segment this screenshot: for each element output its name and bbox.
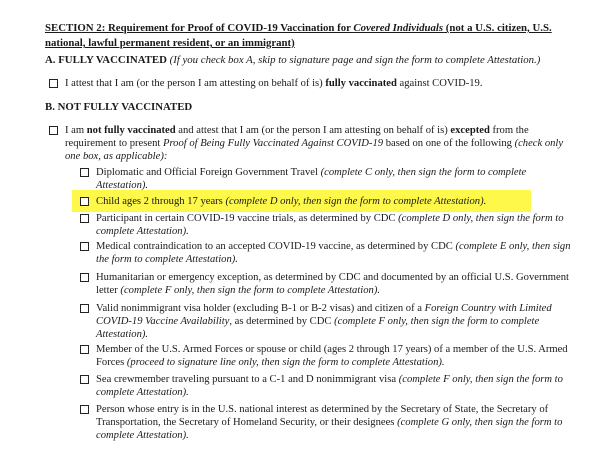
intro-bold-1: not fully vaccinated (86, 125, 176, 136)
not-vaccinated-checkbox[interactable] (49, 126, 58, 135)
fully-vaccinated-checkbox[interactable] (49, 79, 58, 88)
option-text: Child ages 2 through 17 years (96, 196, 226, 207)
option-diplomatic-text (96, 166, 578, 192)
heading-emphasis: Covered Individuals (353, 22, 444, 34)
heading-suffix: (not a U.S. citizen, U.S. national, lawful permanent resident, or an immigrant) (45, 22, 552, 49)
not-vaccinated-option (49, 124, 579, 164)
option-vaccine-trial-text (96, 212, 578, 238)
intro-bold-2: excepted (450, 125, 490, 136)
intro-4: based on one of the following (383, 138, 515, 149)
option-text: Diplomatic and Official Foreign Government Travel (96, 167, 321, 178)
option-text: Member of the U.S. Armed Forces or spouse or child (ages 2 through 17 years) of a member of the U.S. Armed Forces (96, 344, 568, 368)
option-national-interest-text (96, 403, 578, 442)
option-note: (complete E only, then sign the form to complete Attestation). (96, 241, 571, 265)
option-child-text (96, 195, 578, 208)
option-national-interest-checkbox[interactable] (80, 405, 89, 414)
option-text: Sea crewmember traveling pursuant to a C-1 and D nonimmigrant visa (96, 374, 399, 385)
section-a-title (45, 54, 540, 67)
option-text-pre: Valid nonimmigrant visa holder (excluding B-1 or B-2 visas) and citizen of a (96, 303, 425, 314)
option-note: (complete F only, then sign the form to complete Attestation). (96, 316, 540, 340)
option-child-checkbox[interactable] (80, 197, 89, 206)
option-note: (complete C only, then sign the form to complete Attestation). (96, 167, 527, 191)
option-sea-crew-text (96, 373, 578, 399)
option-visa-holder-text (96, 302, 578, 341)
option-text: Humanitarian or emergency exception, as determined by CDC and documented by an official U.S. Government letter (96, 272, 569, 296)
option-note: (complete F only, then sign the form to complete Attestation). (96, 374, 563, 398)
section-a-label: A. FULLY VACCINATED (45, 54, 170, 66)
option-text-italic: Foreign Country with Limited COVID-19 Vaccine Availability (96, 303, 552, 327)
section-a-note: (If you check box A, skip to signature page and sign the form to complete Attestation.) (169, 54, 541, 66)
option-visa-holder-checkbox[interactable] (80, 304, 89, 313)
not-vaccinated-text (65, 124, 579, 163)
attest-a-bold: fully vaccinated (325, 78, 397, 89)
attest-a-pre: I attest that I am (or the person I am attesting on behalf of is) (65, 78, 326, 89)
option-text: Medical contraindication to an accepted COVID-19 vaccine, as determined by CDC (96, 241, 456, 252)
option-medical-checkbox[interactable] (80, 242, 89, 251)
option-note: (complete G only, then sign the form to complete Attestation). (96, 417, 563, 441)
intro-3: from the requirement to present (65, 125, 529, 149)
option-vaccine-trial-checkbox[interactable] (80, 214, 89, 223)
option-diplomatic-checkbox[interactable] (80, 168, 89, 177)
option-text: Participant in certain COVID-19 vaccine trials, as determined by CDC (96, 213, 399, 224)
option-humanitarian-checkbox[interactable] (80, 273, 89, 282)
intro-italic-2: (check only one box, as applicable): (65, 138, 564, 162)
option-note: (proceed to signature line only, then sign the form to complete Attestation). (126, 357, 445, 368)
option-medical-text (96, 240, 578, 266)
option-note: (complete D only, then sign the form to complete Attestation). (225, 196, 487, 207)
attest-a-post: against COVID-19. (396, 78, 483, 89)
option-armed-forces-checkbox[interactable] (80, 345, 89, 354)
fully-vaccinated-text (65, 77, 483, 90)
option-sea-crew-checkbox[interactable] (80, 375, 89, 384)
intro-2: and attest that I am (or the person I am attesting on behalf of is) (175, 125, 451, 136)
section-b-title: B. NOT FULLY VACCINATED (45, 101, 193, 113)
intro-1: I am (65, 125, 87, 136)
option-armed-forces-text (96, 343, 578, 369)
option-text: Person whose entry is in the U.S. national interest as determined by the Secretary of State, the Secretary of Transportation, the Secretary of Homeland Security, or their designees (96, 404, 549, 428)
heading-prefix: SECTION 2: Requirement for Proof of COVID-19 Vaccination for (45, 22, 354, 34)
option-note: (complete F only, then sign the form to complete Attestation). (120, 285, 381, 296)
intro-italic-1: Proof of Being Fully Vaccinated Against COVID-19 (162, 138, 384, 149)
section-2-heading (45, 21, 575, 51)
option-humanitarian-text (96, 271, 578, 297)
option-note: (complete D only, then sign the form to complete Attestation). (96, 213, 564, 237)
option-text: , as determined by CDC (229, 316, 335, 327)
